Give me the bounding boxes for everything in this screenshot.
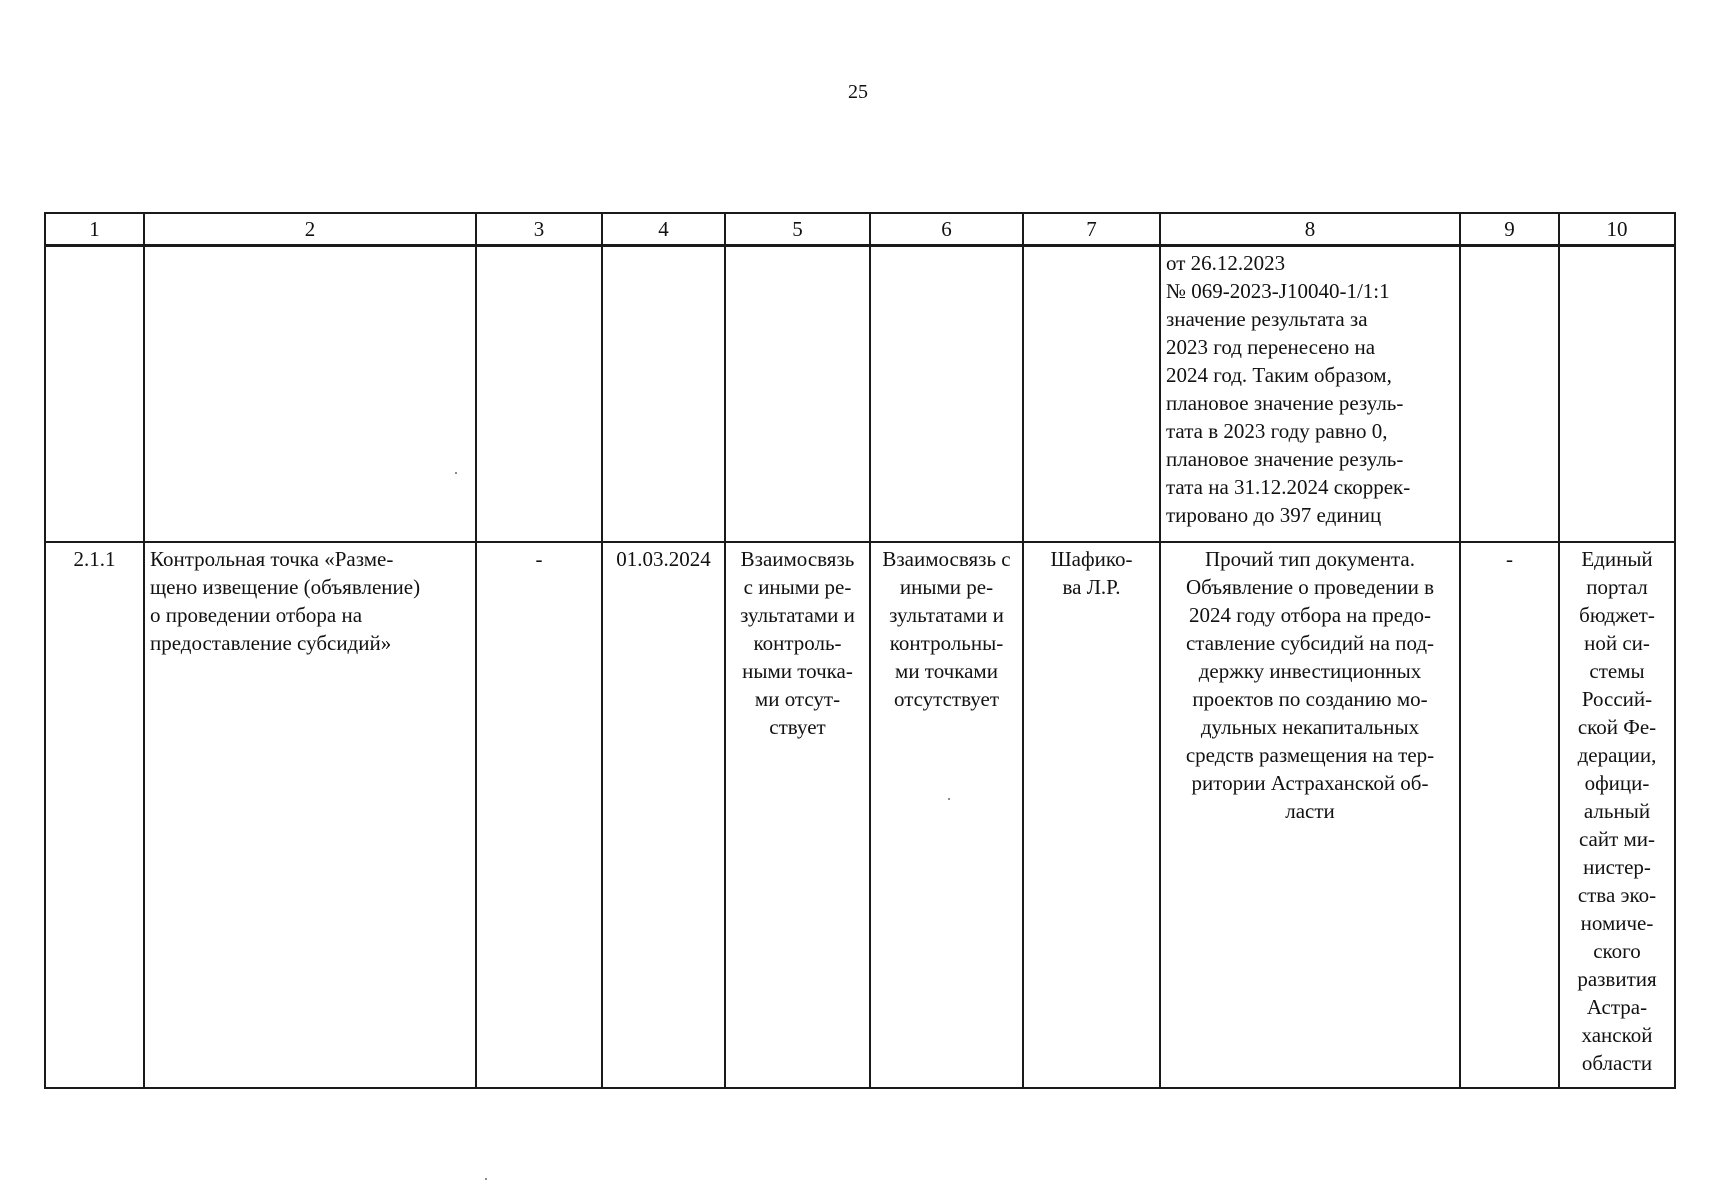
results-table	[44, 212, 1676, 1089]
continuation-cell-7	[1023, 246, 1160, 543]
table-row-continuation	[45, 246, 1675, 543]
page-number: 25	[848, 81, 868, 103]
cell-col3: -	[476, 542, 602, 1088]
table-row-2-1-1	[45, 542, 1675, 1088]
continuation-cell-4	[602, 246, 725, 543]
responsible-person-cell: Шафико- ва Л.Р.	[1023, 542, 1160, 1088]
column-header-2: 2	[144, 213, 476, 246]
continuation-cell-10	[1559, 246, 1675, 543]
scan-speck	[948, 798, 950, 800]
checkpoint-name-cell: Контрольная точка «Разме- щено извещение (объявление) о проведении отбора на предоставление субсидий»	[144, 542, 476, 1088]
relation-cell-col5: Взаимосвязь с иными ре- зультатами и контроль- ными точка- ми отсут- ствует	[725, 542, 870, 1088]
continuation-cell-1	[45, 246, 144, 543]
column-header-4: 4	[602, 213, 725, 246]
continuation-cell-5	[725, 246, 870, 543]
continuation-cell-8: от 26.12.2023 № 069-2023-J10040-1/1:1 значение результата за 2023 год перенесено на 2024 год. Таким образом, плановое значение резуль- тата в 2023 году равно 0, плановое значение резуль- тата на 31.12.2024 скоррек- тировано до 397 единиц	[1160, 246, 1460, 543]
scan-speck	[485, 1178, 487, 1180]
continuation-cell-2	[144, 246, 476, 543]
column-header-9: 9	[1460, 213, 1559, 246]
continuation-cell-6	[870, 246, 1023, 543]
column-number-row	[45, 213, 1675, 246]
column-header-10: 10	[1559, 213, 1675, 246]
column-header-3: 3	[476, 213, 602, 246]
column-header-7: 7	[1023, 213, 1160, 246]
information-system-cell: Единый портал бюджет- ной си- стемы Россий- ской Фе- дерации, офици- альный сайт ми- нистер- ства эко- номиче- ского развития Астра- ханской области	[1559, 542, 1675, 1088]
scan-speck	[455, 472, 457, 474]
cell-col9: -	[1460, 542, 1559, 1088]
continuation-cell-3	[476, 246, 602, 543]
column-header-8: 8	[1160, 213, 1460, 246]
document-type-cell: Прочий тип документа. Объявление о проведении в 2024 году отбора на предо- ставление субсидий на под- держку инвестиционных проектов по созданию мо- дульных некапитальных средств размещения на тер- ритории Астраханской об- ласти	[1160, 542, 1460, 1088]
relation-cell-col6: Взаимосвязь с иными ре- зультатами и контрольны- ми точками отсутствует	[870, 542, 1023, 1088]
column-header-5: 5	[725, 213, 870, 246]
date-cell: 01.03.2024	[602, 542, 725, 1088]
row-number-cell: 2.1.1	[45, 542, 144, 1088]
column-header-6: 6	[870, 213, 1023, 246]
continuation-cell-9	[1460, 246, 1559, 543]
column-header-1: 1	[45, 213, 144, 246]
